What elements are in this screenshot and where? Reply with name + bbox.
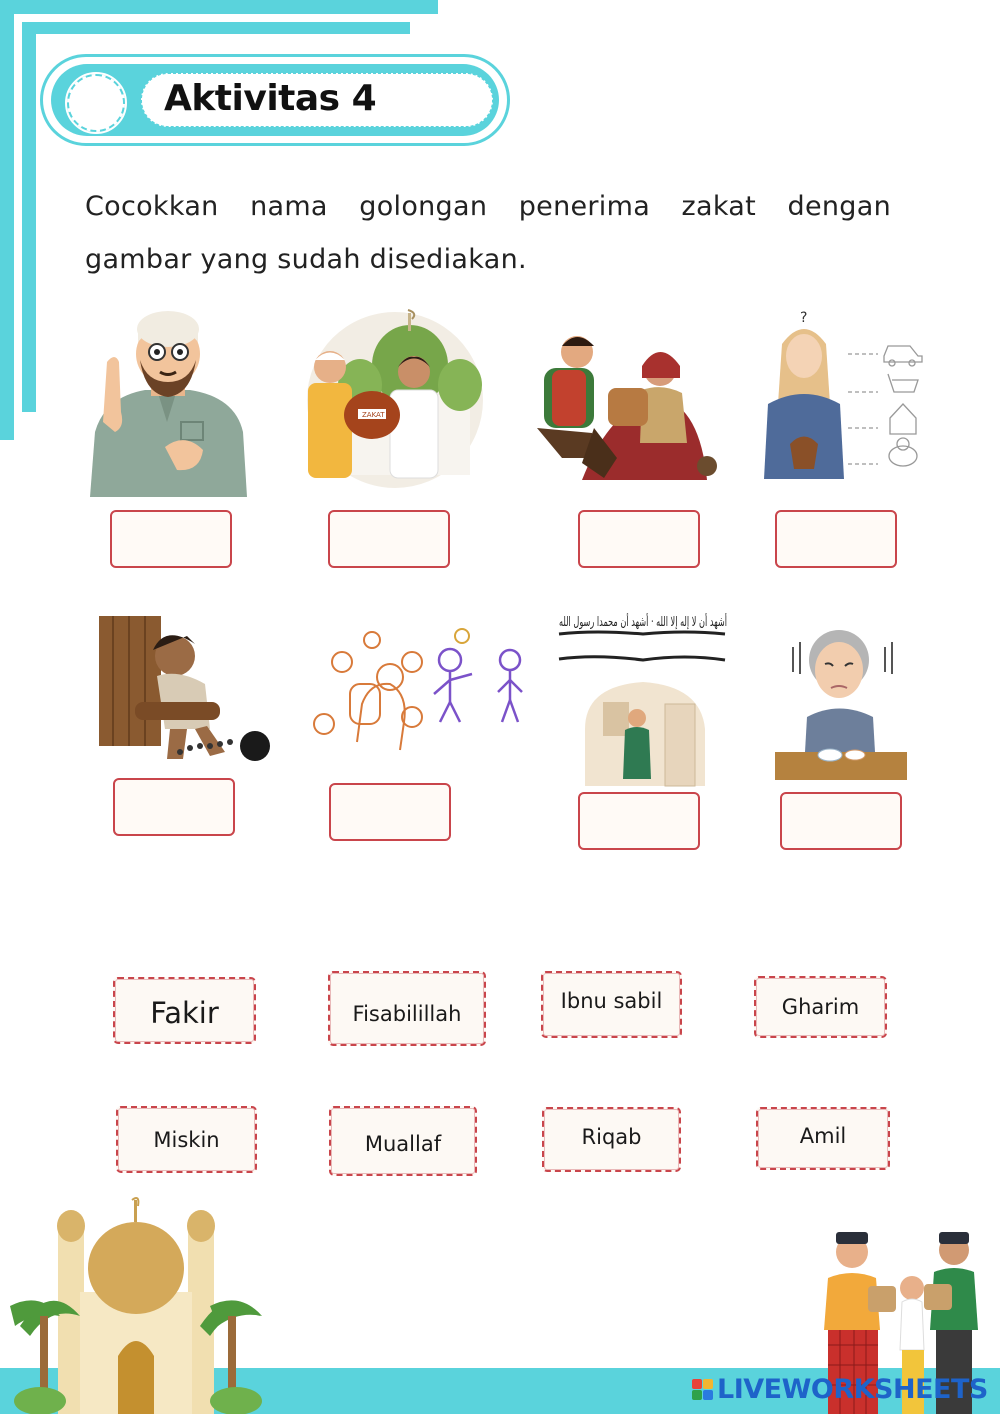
shahada-calligraphy: أشهد أن لا إله إلا الله · أشهد أن محمدا رسول الله	[559, 615, 827, 630]
frame-top-bar	[0, 0, 438, 14]
header-banner	[40, 54, 510, 146]
answer-box-7[interactable]	[578, 792, 700, 850]
mosque-illustration	[10, 1196, 265, 1414]
liveworksheets-mark-icon	[692, 1379, 713, 1400]
picture-shahada-convert	[555, 604, 827, 786]
word-card-muallaf[interactable]: Muallaf	[329, 1106, 477, 1176]
picture-woman-empty-wallet	[760, 304, 930, 479]
word-card-fakir[interactable]: Fakir	[113, 977, 256, 1044]
word-card-gharim[interactable]: Gharim	[754, 976, 887, 1038]
word-card-riqab[interactable]: Riqab	[542, 1107, 681, 1172]
liveworksheets-logo	[692, 1372, 988, 1406]
picture-amil-man-pointing	[85, 302, 250, 497]
frame-top-bar-inner	[22, 22, 410, 34]
instruction-text: Cocokkan nama golongan penerima zakat dengan gambar yang sudah disediakan.	[85, 191, 891, 275]
picture-giving-zakat-mosque	[290, 305, 490, 480]
picture-traveler-backpack	[312, 622, 527, 757]
picture-chained-slave	[95, 614, 275, 764]
answer-box-4[interactable]	[775, 510, 897, 568]
answer-box-1[interactable]	[110, 510, 232, 568]
answer-box-6[interactable]	[329, 783, 451, 841]
svg-text:ZAKAT: ZAKAT	[362, 411, 385, 419]
brand-name: LIVEWORKSHEETS	[717, 1373, 988, 1405]
answer-box-3[interactable]	[578, 510, 700, 568]
answer-box-2[interactable]	[328, 510, 450, 568]
picture-helping-beggar	[522, 328, 717, 480]
word-card-amil[interactable]: Amil	[756, 1107, 890, 1170]
frame-left-bar-inner	[22, 22, 36, 412]
word-card-miskin[interactable]: Miskin	[116, 1106, 257, 1173]
page-title: Aktivitas 4	[164, 78, 377, 119]
word-card-ibnu-sabil[interactable]: Ibnu sabil	[541, 971, 682, 1038]
word-card-fisabilillah[interactable]: Fisabilillah	[328, 971, 486, 1046]
answer-box-5[interactable]	[113, 778, 235, 836]
svg-text:?: ?	[800, 310, 808, 326]
answer-box-8[interactable]	[780, 792, 902, 850]
frame-left-bar	[0, 0, 14, 440]
picture-sad-old-man-meal	[775, 612, 910, 784]
header-circle-decoration	[67, 74, 125, 132]
